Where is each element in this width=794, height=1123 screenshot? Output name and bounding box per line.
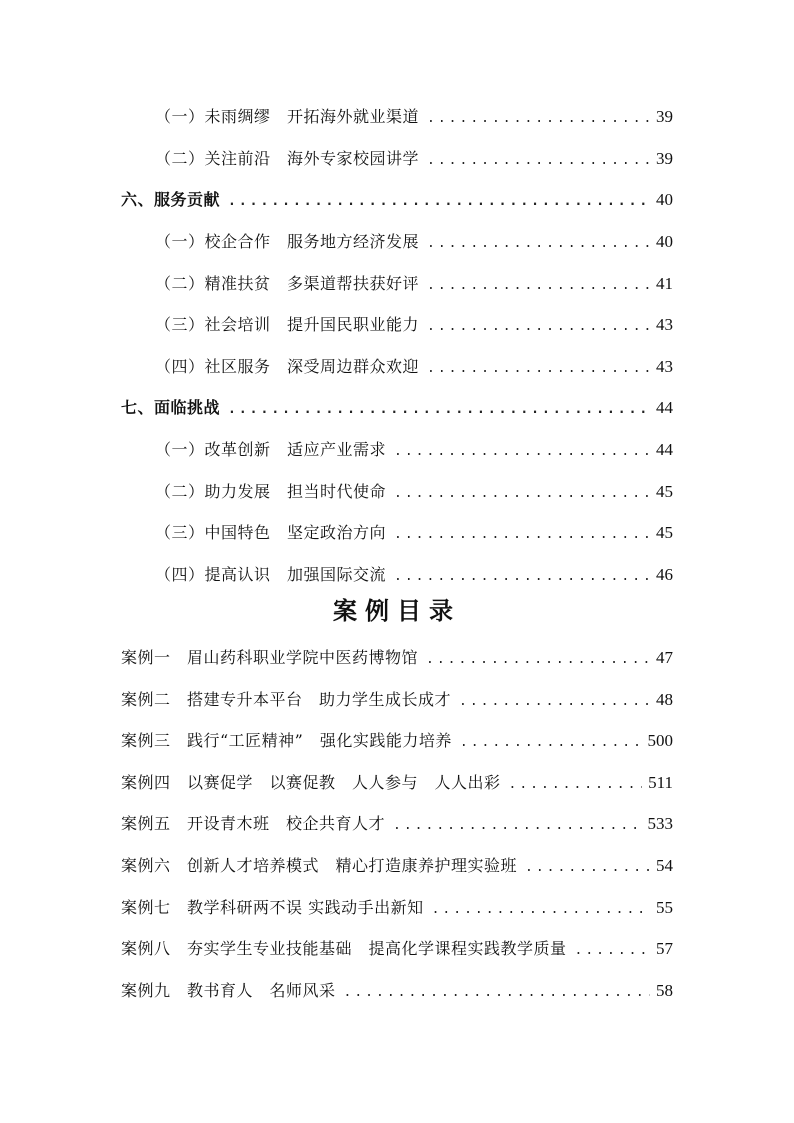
toc-entry[interactable]	[155, 482, 673, 504]
case-entry[interactable]	[121, 690, 673, 712]
case-entry-page: 511	[648, 773, 673, 792]
toc-entry-label: （二）助力发展 担当时代使命	[155, 482, 387, 501]
case-entry-label: 案例一 眉山药科职业学院中医药博物馆	[121, 648, 419, 667]
toc-entry-label: （二）关注前沿 海外专家校园讲学	[155, 149, 420, 168]
case-entry-label: 案例二 搭建专升本平台 助力学生成长成才	[121, 690, 452, 709]
dot-leader	[228, 400, 650, 420]
toc-entry-page: 39	[656, 149, 673, 168]
case-entry-label: 案例六 创新人才培养模式 精心打造康养护理实验班	[121, 856, 518, 875]
case-entry[interactable]	[121, 856, 673, 878]
case-list-heading: 案例目录	[333, 596, 461, 625]
case-entry-page: 48	[656, 690, 673, 709]
case-entry-page: 500	[647, 731, 673, 750]
dot-leader	[394, 567, 650, 587]
case-entry-page: 54	[656, 856, 673, 875]
toc-entry-label: （一）改革创新 适应产业需求	[155, 440, 387, 459]
toc-entry-page: 46	[656, 565, 673, 584]
toc-entry-page: 45	[656, 482, 673, 501]
toc-entry-label: （四）社区服务 深受周边群众欢迎	[155, 357, 420, 376]
toc-entry-label: （三）中国特色 坚定政治方向	[155, 523, 387, 542]
case-entry[interactable]	[121, 773, 673, 795]
toc-entry-page: 39	[656, 107, 673, 126]
toc-entry[interactable]	[155, 565, 673, 587]
dot-leader	[394, 525, 650, 545]
case-entry-label: 案例五 开设青木班 校企共育人才	[121, 814, 386, 833]
toc-entry-page: 41	[656, 274, 673, 293]
toc-entry-page: 45	[656, 523, 673, 542]
case-entry-page: 58	[656, 981, 673, 1000]
toc-entry[interactable]	[155, 107, 673, 129]
toc-entry[interactable]	[155, 440, 673, 462]
dot-leader	[394, 442, 650, 462]
toc-entry-page: 43	[656, 315, 673, 334]
case-entry[interactable]	[121, 731, 673, 753]
toc-entry-page: 40	[656, 190, 673, 209]
dot-leader	[459, 692, 650, 712]
case-entry-page: 533	[647, 814, 673, 833]
dot-leader	[427, 276, 650, 296]
dot-leader	[575, 941, 650, 961]
case-entry[interactable]	[121, 981, 673, 1003]
toc-entry-page: 43	[656, 357, 673, 376]
toc-entry-page: 44	[656, 440, 673, 459]
toc-section-entry[interactable]	[121, 190, 673, 212]
toc-entry-label: （二）精准扶贫 多渠道帮扶获好评	[155, 274, 420, 293]
dot-leader	[426, 650, 650, 670]
dot-leader	[525, 858, 650, 878]
toc-entry-label: （四）提高认识 加强国际交流	[155, 565, 387, 584]
dot-leader	[393, 816, 641, 836]
case-entry[interactable]	[121, 814, 673, 836]
dot-leader	[394, 484, 650, 504]
dot-leader	[427, 151, 650, 171]
case-entry-label: 案例三 践行“工匠精神” 强化实践能力培养	[121, 731, 452, 750]
toc-entry-label: （一）未雨绸缪 开拓海外就业渠道	[155, 107, 420, 126]
toc-entry[interactable]	[155, 232, 673, 254]
toc-entry-page: 44	[656, 398, 673, 417]
dot-leader	[427, 109, 650, 129]
dot-leader	[427, 317, 650, 337]
toc-entry-label: （一）校企合作 服务地方经济发展	[155, 232, 420, 251]
toc-entry-label: （三）社会培训 提升国民职业能力	[155, 315, 420, 334]
dot-leader	[460, 733, 642, 753]
dot-leader	[509, 775, 643, 795]
toc-entry-page: 40	[656, 232, 673, 251]
dot-leader	[427, 234, 650, 254]
toc-entry[interactable]	[155, 274, 673, 296]
dot-leader	[344, 983, 650, 1003]
toc-entry[interactable]	[155, 315, 673, 337]
toc-entry[interactable]	[155, 149, 673, 171]
dot-leader	[432, 900, 650, 920]
case-entry[interactable]	[121, 939, 673, 961]
case-entry-page: 55	[656, 898, 673, 917]
toc-section-entry[interactable]	[121, 398, 673, 420]
dot-leader	[427, 359, 650, 379]
case-entry[interactable]	[121, 898, 673, 920]
case-entry-label: 案例七 教学科研两不误 实践动手出新知	[121, 898, 424, 917]
case-entry-page: 57	[656, 939, 673, 958]
case-entry-page: 47	[656, 648, 673, 667]
toc-entry-label: 六、服务贡献	[121, 190, 221, 209]
case-entry[interactable]	[121, 648, 673, 670]
case-entry-label: 案例九 教书育人 名师风采	[121, 981, 336, 1000]
toc-entry[interactable]	[155, 357, 673, 379]
toc-entry-label: 七、面临挑战	[121, 398, 221, 417]
case-entry-label: 案例八 夯实学生专业技能基础 提高化学课程实践教学质量	[121, 939, 567, 958]
dot-leader	[228, 192, 650, 212]
case-entry-label: 案例四 以赛促学 以赛促教 人人参与 人人出彩	[121, 773, 501, 792]
toc-entry[interactable]	[155, 523, 673, 545]
